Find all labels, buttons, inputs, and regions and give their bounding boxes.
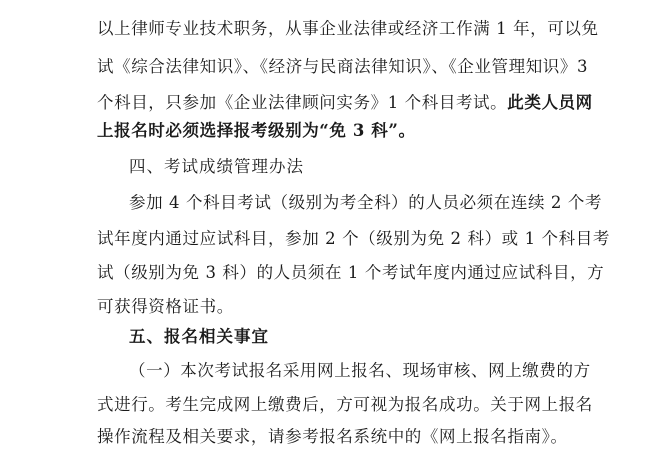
line-text: 以上律师专业技术职务，从事企业法律或经济工作满 1 年，可以免 — [97, 19, 599, 38]
line-text: 试年度内通过应试科目，参加 2 个（级别为免 2 科）或 1 个科目考 — [97, 229, 610, 248]
text-line — [97, 292, 234, 322]
heading-text: 五、报名相关事宜 — [129, 327, 269, 346]
text-line — [97, 390, 593, 420]
line-text: 可获得资格证书。 — [97, 297, 234, 316]
line-text: 式进行。考生完成网上缴费后，方可视为报名成功。关于网上报名 — [97, 395, 593, 414]
text-line — [97, 88, 593, 118]
emphasis-text: 此类人员网 — [507, 93, 593, 112]
text-line — [97, 422, 568, 452]
text-line — [129, 188, 602, 218]
line-text: 参加 4 个科目考试（级别为考全科）的人员必须在连续 2 个考 — [129, 193, 603, 212]
emphasis-text: 上报名时必须选择报考级别为“免 3 科”。 — [97, 121, 416, 140]
text-line — [97, 14, 599, 44]
section-heading — [129, 322, 269, 352]
text-line — [97, 52, 588, 82]
line-text: 个科目，只参加《企业法律顾问实务》1 个科目考试。 — [97, 93, 508, 112]
text-line — [97, 224, 610, 254]
text-line — [97, 258, 604, 288]
heading-text: 四、考试成绩管理办法 — [129, 157, 304, 176]
line-text: 操作流程及相关要求，请参考报名系统中的《网上报名指南》。 — [97, 427, 568, 446]
line-text: 试《综合法律知识》、《经济与民商法律知识》、《企业管理知识》3 — [97, 57, 589, 76]
section-heading — [129, 152, 304, 182]
text-line — [129, 356, 591, 386]
line-text: 试（级别为免 3 科）的人员须在 1 个考试年度内通过应试科目，方 — [97, 263, 605, 282]
emphasis-line — [97, 116, 416, 146]
line-text: （一）本次考试报名采用网上报名、现场审核、网上缴费的方 — [129, 361, 591, 380]
